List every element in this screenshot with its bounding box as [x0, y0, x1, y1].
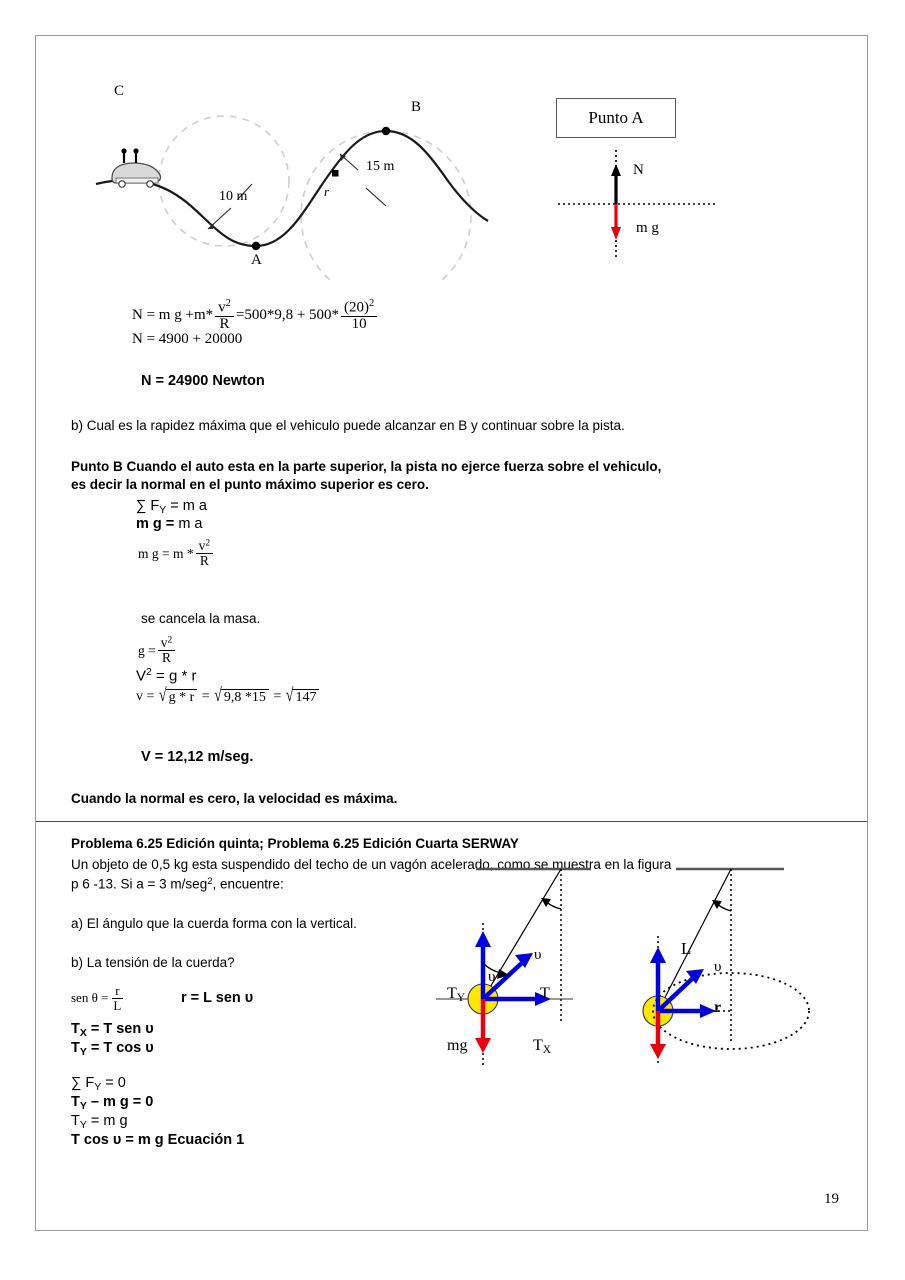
- sum-forces-rhs: = m a: [170, 498, 207, 514]
- equation-normal-force-line2: N = 4900 + 20000: [132, 331, 243, 347]
- g-eq-lhs: g =: [138, 642, 156, 658]
- eq-n-frac1-den: R: [219, 316, 230, 332]
- ma-rest: m a: [178, 516, 203, 532]
- equation-tx: [71, 1020, 154, 1040]
- eq-n-frac2: [341, 298, 377, 333]
- equation-sen-theta: [71, 984, 126, 1012]
- force-subscript: Y: [159, 504, 167, 516]
- sigma-symbol: ∑: [136, 498, 147, 514]
- punto-b-text-line2: es decir la normal en el punto máximo superior es cero.: [71, 477, 429, 492]
- mg-eq-frac: [196, 539, 213, 568]
- normal-force-label: N: [633, 162, 644, 178]
- equation-r-lsen: r = L sen υ: [181, 990, 254, 1006]
- pendulum-diagram-right: [636, 851, 866, 1071]
- question-b-tension: b) La tensión de la cuerda?: [71, 955, 235, 970]
- equation-tcos-mg: T cos υ = m g Ecuación 1: [71, 1132, 245, 1148]
- tx-label-left: $T_X$: [533, 1037, 552, 1057]
- label-point-a: A: [251, 252, 262, 268]
- equation-ty-mg: [71, 1112, 128, 1132]
- mg-eq-den: R: [199, 553, 209, 569]
- question-a-angle: a) El ángulo que la cuerda forma con la vertical.: [71, 916, 357, 931]
- mg-equals-ma: [136, 515, 202, 533]
- sum-fy-sub: Y: [94, 1081, 102, 1093]
- ty-mg-sub: Y: [79, 1119, 87, 1131]
- equation-ty: [71, 1039, 154, 1059]
- eq-n-frac1-exp: 2: [225, 298, 231, 309]
- sum-fy-rhs: = 0: [105, 1075, 126, 1091]
- tension-label-left: T: [540, 985, 550, 1002]
- angle-label-right: υ: [714, 959, 722, 975]
- leader-15m-2: [366, 188, 386, 206]
- sqrt-98-15: √ 9,8 *15: [214, 688, 269, 706]
- t-vector-right: [658, 977, 694, 1011]
- ty-sub: Y: [79, 1046, 87, 1058]
- eq-n-term1: m g: [158, 306, 182, 323]
- section-divider: [36, 821, 867, 822]
- v-root-lhs: v =: [136, 689, 155, 704]
- g-eq-num: $v^2$: [158, 636, 175, 651]
- eq-n-frac1-num: $v^2$: [215, 298, 234, 317]
- sen-eq-lhs: sen θ =: [71, 990, 109, 1006]
- equation-sum-fy: [71, 1074, 126, 1094]
- eq-n-term3: 500*9,8: [244, 306, 294, 323]
- eq-n-plus1: +: [185, 306, 194, 323]
- statement-post: , encuentre:: [212, 876, 284, 892]
- statement-pre: p 6 -13. Si a = 3 m/seg: [71, 876, 208, 892]
- statement-sup: 2: [207, 876, 213, 887]
- length-label-right: L: [681, 939, 692, 958]
- v-root-eq2: =: [273, 689, 282, 704]
- label-point-b: B: [411, 99, 422, 115]
- label-point-c: C: [114, 83, 125, 99]
- force-symbol: F: [150, 498, 160, 514]
- problem-statement-line1: Un objeto de 0,5 kg esta suspendido del techo de un vagón acelerado, como se muestra en la figura: [71, 857, 672, 872]
- tx-sub: X: [79, 1027, 87, 1039]
- label-radius-15m: 15 m: [366, 159, 395, 174]
- page-number: 19: [824, 1191, 839, 1207]
- mg-eq-lhs: m g = m *: [138, 545, 194, 561]
- sum-fy-sigma: ∑: [71, 1075, 82, 1091]
- rollercoaster-figure: [56, 66, 536, 281]
- eq-n-frac1: [215, 298, 234, 333]
- sqrt-gr: √ g * r: [159, 688, 197, 706]
- car-icon: [112, 148, 161, 187]
- equation-g-v2r: [138, 636, 177, 665]
- label-point-r: r: [324, 184, 330, 199]
- tx-rest: = T sen υ: [90, 1021, 154, 1037]
- sqrt-147: √ 147: [286, 688, 320, 706]
- weight-label: m g: [636, 220, 659, 236]
- equation-mg-mv2r: [138, 539, 215, 568]
- punto-b-text-line1: Punto B Cuando el auto esta en la parte superior, la pista no ejerce fuerza sobre el vehiculo,: [71, 459, 662, 474]
- v2-base: V: [136, 667, 147, 685]
- eq-n-eq2: =: [235, 306, 245, 323]
- eq-n-frac2-den: 10: [351, 316, 367, 332]
- g-eq-den: R: [161, 650, 171, 666]
- equation-v2-gr: [136, 666, 196, 686]
- ty-base: T: [71, 1040, 80, 1056]
- mg-bold: m g =: [136, 516, 175, 532]
- equation-v-sqrt: [136, 688, 320, 706]
- result-velocity: V = 12,12 m/seg.: [141, 749, 254, 765]
- cancel-mass-note: se cancela la masa.: [141, 611, 261, 626]
- equation-normal-force: [132, 298, 379, 333]
- closing-note: Cuando la normal es cero, la velocidad es máxima.: [71, 791, 398, 806]
- eq-n-coef: m*: [193, 306, 214, 323]
- ty-rest: = T cos υ: [90, 1040, 154, 1056]
- eq-n-plus2: +: [296, 306, 306, 323]
- eq-n-frac2-num: $(20)^2$: [341, 298, 377, 317]
- ty-mg-base: T: [71, 1113, 80, 1129]
- radius-label-right: r: [714, 999, 722, 1016]
- angle-label-left-lower: υ: [488, 969, 496, 985]
- sum-forces-equation: [136, 497, 207, 517]
- question-b: b) Cual es la rapidez máxima que el vehiculo puede alcanzar en B y continuar sobre la pista.: [71, 418, 625, 433]
- valley-radius-circle: [159, 116, 289, 246]
- sen-eq-frac: [110, 984, 124, 1012]
- v2-rest: = g * r: [156, 667, 197, 685]
- label-radius-10m: 10 m: [219, 189, 248, 204]
- point-a-marker: [252, 242, 260, 250]
- punto-a-title: Punto A: [588, 108, 644, 127]
- string-line-right: [658, 869, 731, 1011]
- v2-exp: 2: [146, 666, 152, 678]
- g-eq-exp: 2: [167, 635, 173, 646]
- sen-eq-den: L: [113, 997, 122, 1013]
- angle-label-left-upper: υ: [534, 947, 542, 963]
- v-root-eq1: =: [201, 689, 210, 704]
- punto-a-title-box: [556, 98, 676, 138]
- sum-fy-f: F: [85, 1075, 95, 1091]
- eq-n-coef2: 500*: [309, 306, 340, 323]
- document-page: [35, 35, 868, 1231]
- problem-heading: Problema 6.25 Edición quinta; Problema 6.25 Edición Cuarta SERWAY: [71, 836, 519, 851]
- eq-n-lhs: N =: [132, 306, 156, 323]
- result-normal-force: N = 24900 Newton: [141, 373, 265, 389]
- ty-mg-rest: = m g: [90, 1113, 128, 1129]
- point-b-marker: [382, 127, 390, 135]
- punto-a-free-body-diagram: [556, 148, 736, 263]
- mg-eq-num: $v^2$: [196, 539, 213, 554]
- tx-base: T: [71, 1021, 80, 1037]
- mg-eq-exp: 2: [205, 538, 211, 549]
- eq-n-frac2-exp: 2: [369, 298, 375, 309]
- problem-statement-line2: [71, 876, 284, 894]
- ty-label-left: $T_Y$: [447, 985, 466, 1005]
- point-r-marker: [332, 170, 339, 177]
- ty-zero-base: T: [71, 1094, 80, 1110]
- equation-ty-mg-zero: [71, 1093, 153, 1113]
- sen-eq-num: r: [112, 984, 122, 999]
- ty-zero-sub: Y: [79, 1100, 87, 1112]
- ty-zero-rest: – m g = 0: [90, 1094, 154, 1110]
- track-path: [96, 131, 488, 246]
- mg-label-left: mg: [447, 1037, 468, 1054]
- g-eq-frac: [158, 636, 175, 665]
